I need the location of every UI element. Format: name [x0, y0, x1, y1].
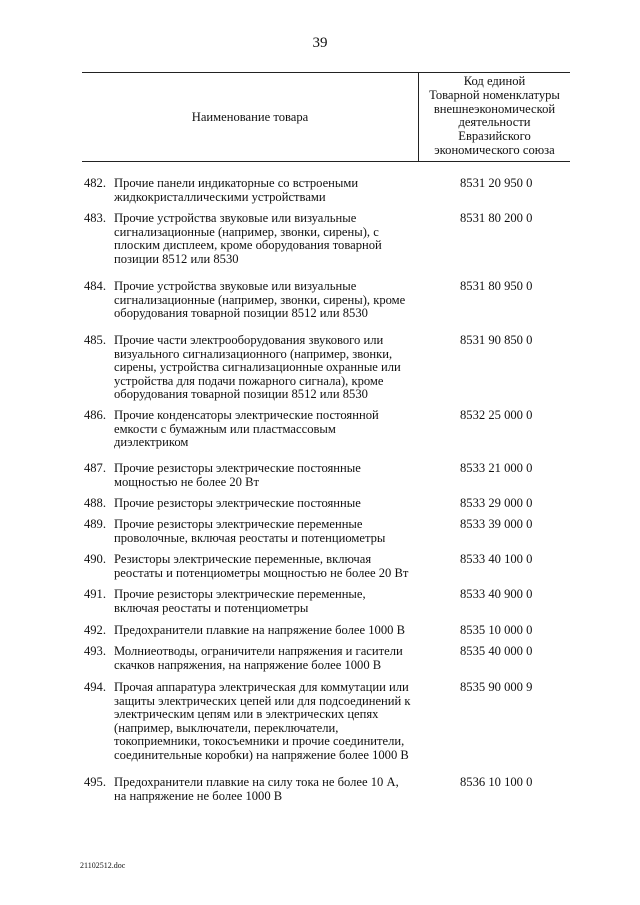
table-row	[82, 177, 570, 204]
row-number: 485.	[83, 333, 106, 347]
description-line: позиции 8512 или 8530	[114, 251, 239, 266]
row-description	[114, 177, 414, 204]
table-row	[82, 645, 570, 672]
header-code-line: Товарной номенклатуры	[429, 87, 560, 102]
row-code: 8533 39 000 0	[460, 517, 533, 531]
row-code: 8533 40 100 0	[460, 552, 533, 566]
description-line: плоским дисплеем, кроме оборудования товарной	[114, 238, 382, 253]
description-line: устройства для подачи пожарного сигнала), кроме	[114, 373, 384, 388]
row-number: 491.	[83, 587, 106, 601]
table-row	[82, 553, 570, 580]
description-line: емкости с бумажным или пластмассовым	[114, 421, 336, 436]
table-row	[82, 624, 570, 638]
row-description	[114, 497, 414, 511]
header-code-line: внешнеэкономической	[433, 101, 556, 116]
table-row	[82, 212, 570, 266]
table-row	[82, 776, 570, 803]
row-code: 8532 25 000 0	[460, 408, 533, 422]
description-line: сирены, устройства сигнализационные охранные или	[114, 360, 401, 375]
row-code: 8531 80 950 0	[460, 279, 533, 293]
header-code-line: Евразийского	[458, 129, 531, 144]
column-header-code	[419, 75, 570, 158]
table-row	[82, 280, 570, 321]
row-number: 488.	[83, 496, 106, 510]
row-description	[114, 553, 414, 580]
row-code: 8531 20 950 0	[460, 176, 533, 190]
description-line: Прочие резисторы электрические переменные,	[114, 587, 366, 601]
row-number: 490.	[83, 552, 106, 566]
description-line: Предохранители плавкие на силу тока не более 10 А,	[114, 775, 399, 789]
description-line: жидкокристаллическими устройствами	[114, 189, 326, 204]
description-line: сигнализационные (например, звонки, сирены), кроме	[114, 292, 406, 307]
row-description	[114, 681, 414, 763]
description-line: диэлектриком	[114, 435, 189, 450]
table-row	[82, 334, 570, 402]
description-line: Прочие резисторы электрические постоянные	[114, 496, 361, 510]
row-description	[114, 280, 414, 321]
row-code: 8533 21 000 0	[460, 461, 533, 475]
description-line: на напряжение не более 1000 В	[114, 788, 283, 803]
description-line: реостаты и потенциометры мощностью не более 20 Вт	[114, 565, 409, 580]
header-code-line: деятельности	[458, 115, 531, 130]
row-description	[114, 588, 414, 615]
description-line: визуального сигнализационного (например, звонки,	[114, 346, 393, 361]
row-code: 8535 10 000 0	[460, 623, 533, 637]
description-line: Прочие панели индикаторные со встроеными	[114, 176, 359, 190]
description-line: Прочие части электрооборудования звукового или	[114, 333, 384, 347]
description-line: Прочие резисторы электрические постоянные	[114, 461, 361, 475]
description-line: Резисторы электрические переменные, включая	[114, 552, 372, 566]
row-description	[114, 624, 414, 638]
row-code: 8535 90 000 9	[460, 680, 533, 694]
description-line: Прочие устройства звуковые или визуальные	[114, 211, 357, 225]
description-line: оборудования товарной позиции 8512 или 8530	[114, 306, 368, 321]
row-code: 8533 29 000 0	[460, 496, 533, 510]
description-line: Предохранители плавкие на напряжение более 1000 В	[114, 623, 405, 637]
description-line: проволочные, включая реостаты и потенциометры	[114, 530, 386, 545]
description-line: оборудования товарной позиции 8512 или 8530	[114, 387, 368, 402]
row-description	[114, 645, 414, 672]
header-code-line: экономического союза	[434, 142, 555, 157]
description-line: токоприемники, токосъемники и прочие соединители,	[114, 734, 405, 749]
row-code: 8531 90 850 0	[460, 333, 533, 347]
header-code-line: Код единой	[463, 74, 526, 88]
description-line: Прочая аппаратура электрическая для коммутации или	[114, 680, 409, 694]
row-number: 484.	[83, 279, 106, 293]
table-row	[82, 497, 570, 511]
table-row	[82, 462, 570, 489]
description-line: сигнализационные (например, звонки, сирены), с	[114, 224, 379, 239]
row-number: 492.	[83, 623, 106, 637]
footer-filename: 21102512.doc	[80, 861, 126, 870]
row-description	[114, 212, 414, 266]
row-description	[114, 518, 414, 545]
table-header	[82, 72, 570, 162]
description-line: Прочие конденсаторы электрические постоянной	[114, 408, 379, 422]
row-number: 494.	[83, 680, 106, 694]
row-description	[114, 409, 414, 450]
row-code: 8536 10 100 0	[460, 775, 533, 789]
table-row	[82, 588, 570, 615]
description-line: скачков напряжения, на напряжение более 1000 В	[114, 657, 382, 672]
description-line: электрическим цепям или в электрических цепях	[114, 707, 379, 722]
table-row	[82, 518, 570, 545]
description-line: Молниеотводы, ограничители напряжения и гасители	[114, 644, 403, 658]
description-line: мощностью не более 20 Вт	[114, 474, 259, 489]
column-header-name: Наименование товара	[191, 109, 309, 124]
row-description	[114, 334, 414, 402]
description-line: включая реостаты и потенциометры	[114, 600, 309, 615]
table-row	[82, 409, 570, 450]
description-line: соединительные коробки) на напряжение более 1000 В	[114, 747, 409, 762]
row-number: 483.	[83, 211, 106, 225]
description-line: (например, выключатели, переключатели,	[114, 720, 339, 735]
description-line: Прочие резисторы электрические переменные	[114, 517, 363, 531]
row-code: 8533 40 900 0	[460, 587, 533, 601]
row-code: 8535 40 000 0	[460, 644, 533, 658]
row-number: 487.	[83, 461, 106, 475]
row-number: 482.	[83, 176, 106, 190]
row-description	[114, 462, 414, 489]
row-code: 8531 80 200 0	[460, 211, 533, 225]
table-row	[82, 681, 570, 763]
description-line: Прочие устройства звуковые или визуальные	[114, 279, 357, 293]
row-description	[114, 776, 414, 803]
row-number: 493.	[83, 644, 106, 658]
row-number: 489.	[83, 517, 106, 531]
row-number: 486.	[83, 408, 106, 422]
description-line: защиты электрических цепей или для подсоединений к	[114, 693, 411, 708]
row-number: 495.	[83, 775, 106, 789]
page-number: 39	[312, 35, 328, 51]
